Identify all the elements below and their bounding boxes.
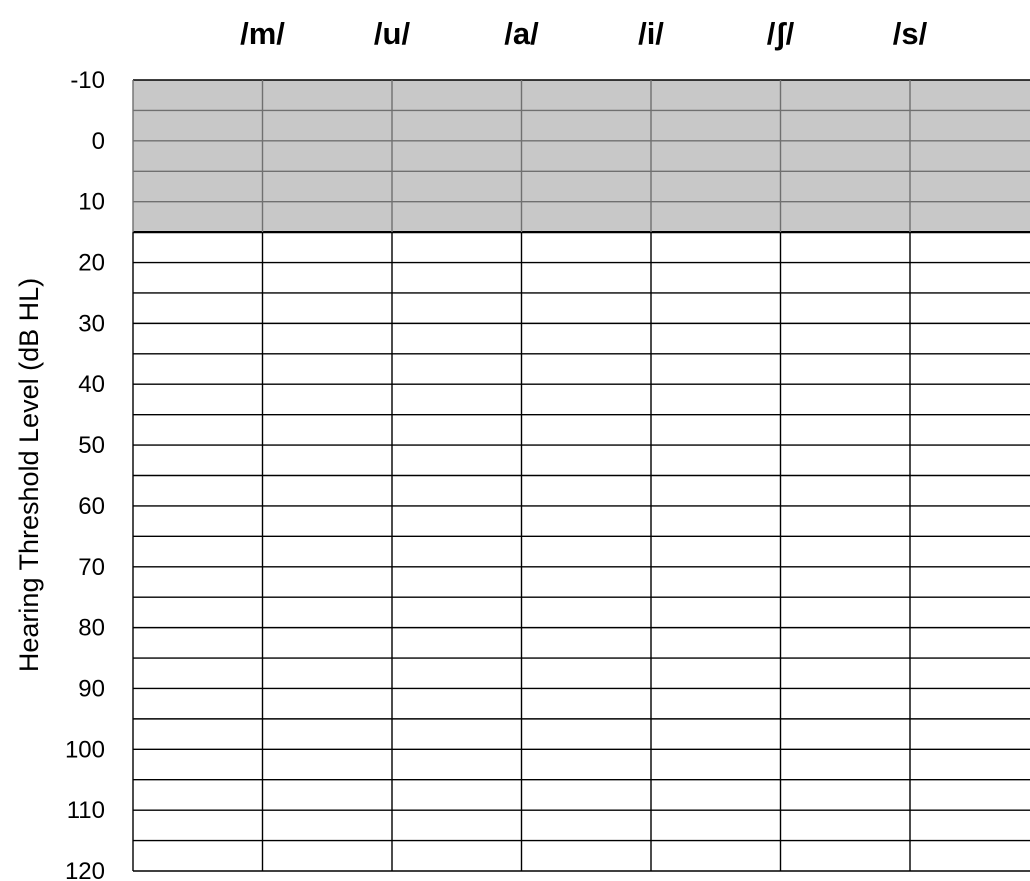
y-tick-label: 120 <box>64 858 105 881</box>
y-tick-label: 20 <box>78 249 105 277</box>
y-axis-title: Hearing Threshold Level (dB HL) <box>14 277 44 673</box>
y-tick-label: 30 <box>78 310 105 338</box>
speech-sound-labels <box>240 16 928 51</box>
y-tick-label: 70 <box>78 553 105 581</box>
speech-sound-label: /i/ <box>638 16 664 51</box>
y-tick-label: -10 <box>70 67 105 94</box>
speech-sound-label: /m/ <box>240 16 285 51</box>
speech-sound-label: /ʃ/ <box>766 16 795 51</box>
shaded-band-rect <box>133 80 1030 232</box>
y-tick-label: 90 <box>78 675 105 703</box>
speech-sound-label: /u/ <box>373 16 411 51</box>
y-tick-label: 40 <box>78 371 105 399</box>
y-tick-label: 110 <box>66 797 105 825</box>
shaded-normal-band <box>133 80 1030 232</box>
y-tick-labels <box>65 67 105 881</box>
y-tick-label: 80 <box>78 614 105 642</box>
speech-sound-label: /a/ <box>504 16 539 51</box>
speech-sound-label: /s/ <box>892 16 928 51</box>
y-tick-label: 60 <box>78 492 105 520</box>
y-tick-label: 100 <box>64 736 105 764</box>
y-tick-label: 0 <box>91 127 105 155</box>
y-tick-label: 50 <box>78 432 105 460</box>
y-tick-label: 10 <box>78 188 105 216</box>
